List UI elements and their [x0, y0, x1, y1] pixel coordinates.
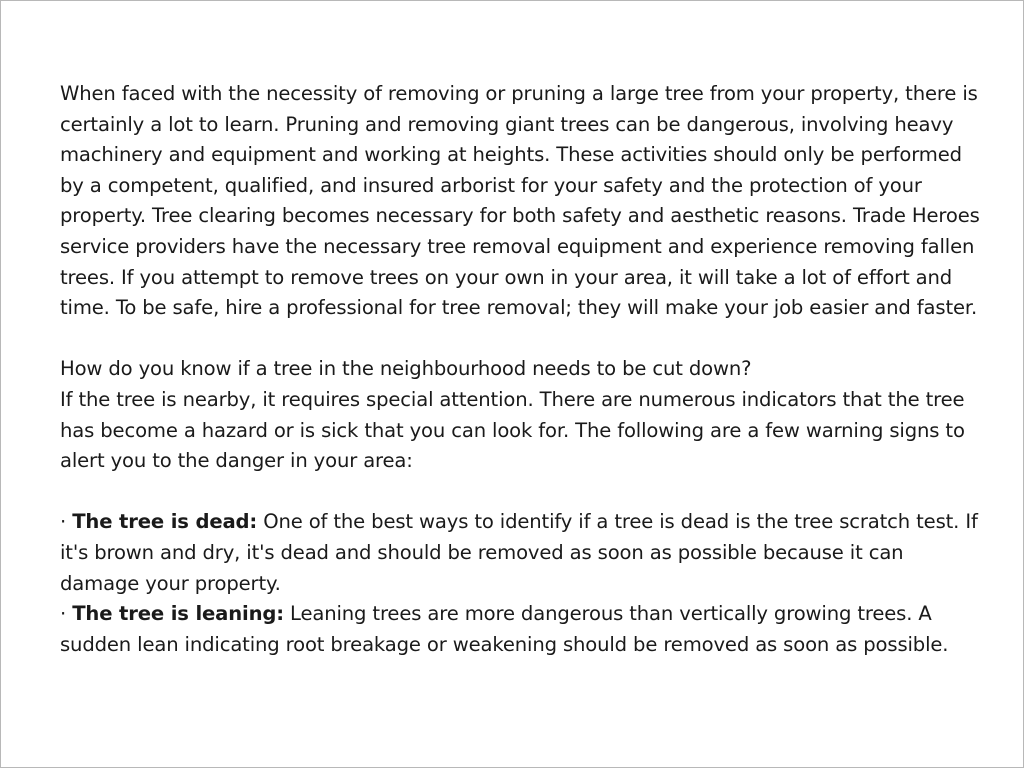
question-line: How do you know if a tree in the neighbourhood needs to be cut down? [60, 357, 752, 381]
sign-description: One of the best ways to identify if a tree is dead is the tree scratch test. If it's brown and dry, it's dead and should be removed as soon as possible because it can damage your property. [60, 510, 978, 595]
slide-body [60, 79, 980, 660]
answer-intro-paragraph: If the tree is nearby, it requires special attention. There are numerous indicators that the tree has become a hazard or is sick that you can look for. The following are a few warning signs to alert you to the danger in your area: [60, 387, 965, 473]
sign-description: Leaning trees are more dangerous than vertically growing trees. A sudden lean indicating root breakage or weakening should be removed as soon as possible. [60, 602, 949, 656]
paragraph-spacer [60, 477, 980, 508]
warning-sign-leaning [60, 599, 980, 660]
sign-term: The tree is leaning: [72, 602, 284, 626]
bullet-glyph: · [60, 510, 67, 534]
bullet-glyph: · [60, 602, 67, 626]
warning-sign-dead [60, 507, 980, 599]
paragraph-spacer [60, 324, 980, 355]
sign-term: The tree is dead: [72, 510, 258, 534]
intro-paragraph: When faced with the necessity of removing or pruning a large tree from your property, there is certainly a lot to learn. Pruning and removing giant trees can be dangerous, involving heavy machinery and equipment and working at heights. These activities should only be performed by a competent, qualified, and insured arborist for your safety and the protection of your property. Tree clearing becomes necessary for both safety and aesthetic reasons. Trade Heroes service providers have the necessary tree removal equipment and experience removing fallen trees. If you attempt to remove trees on your own in your area, it will take a lot of effort and time. To be safe, hire a professional for tree removal; they will make your job easier and faster. [60, 82, 980, 320]
